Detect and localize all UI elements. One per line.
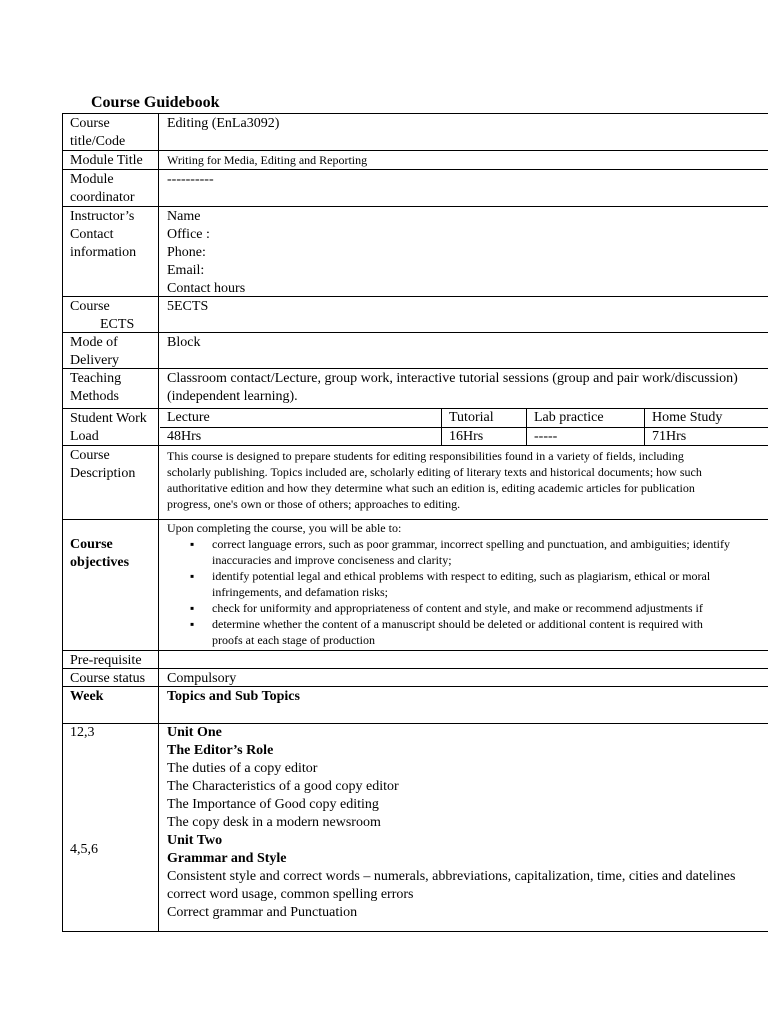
week-range-1: 12,3 xyxy=(70,725,95,740)
instructor-label: Instructor’s Contact information xyxy=(63,207,159,296)
objective-text: proofs at each stage of production xyxy=(212,633,375,647)
instructor-email: Email: xyxy=(167,263,205,278)
teaching-line1: Classroom contact/Lecture, group work, interactive tutorial sessions (group and pair work/discussion) xyxy=(167,371,738,386)
row-instructor xyxy=(63,207,768,297)
workload-header-lab: Lab practice xyxy=(527,409,645,427)
description-line: scholarly publishing. Topics included are, scholarly editing of literary texts and historical documents; how such xyxy=(167,465,702,479)
topic-item: The Importance of Good copy editing xyxy=(167,797,379,812)
row-prerequisite xyxy=(63,651,768,669)
row-workload xyxy=(63,409,768,446)
topic-item: correct word usage, common spelling errors xyxy=(167,887,414,902)
workload-values xyxy=(160,428,768,445)
row-module-coordinator xyxy=(63,170,768,207)
workload-value-tutorial: 16Hrs xyxy=(442,428,527,445)
topic-item: The Characteristics of a good copy editor xyxy=(167,779,399,794)
weeks-column xyxy=(63,724,159,931)
row-teaching xyxy=(63,369,768,409)
objectives-list xyxy=(167,536,768,648)
topic-item: Consistent style and correct words – numerals, abbreviations, capitalization, time, cities and datelines xyxy=(167,869,736,884)
objectives-intro: Upon completing the course, you will be able to: xyxy=(167,521,402,535)
ects-label xyxy=(63,297,159,332)
unit-two-title: Unit Two xyxy=(167,833,223,848)
prerequisite-label: Pre-requisite xyxy=(63,651,159,668)
objective-text: ▪ check for uniformity and appropriateness of content and style, and make or recommend adjustments if xyxy=(212,601,703,615)
workload-value-lab: ----- xyxy=(527,428,645,445)
objective-text: inaccuracies and improve conciseness and clarity; xyxy=(212,553,452,567)
module-title-value: Writing for Media, Editing and Reporting xyxy=(167,153,368,167)
workload-headers xyxy=(160,409,768,427)
row-objectives xyxy=(63,520,768,651)
ects-label-line2: ECTS xyxy=(100,317,135,332)
objective-text: ▪ correct language errors, such as poor grammar, incorrect spelling and punctuation, and ambiguities; identify xyxy=(212,537,731,551)
topic-item: The copy desk in a modern newsroom xyxy=(167,815,381,830)
row-schedule-header xyxy=(63,687,768,724)
topics-column xyxy=(160,724,768,931)
ects-label-line1: Course xyxy=(70,299,110,314)
status-value: Compulsory xyxy=(167,671,237,686)
workload-value-lecture: 48Hrs xyxy=(160,428,442,445)
workload-value-home-study: 71Hrs xyxy=(652,429,687,444)
workload-label: Student Work Load xyxy=(63,409,159,445)
description-label: Course Description xyxy=(63,446,159,519)
week-header: Week xyxy=(63,687,159,723)
instructor-phone: Phone: xyxy=(167,245,206,260)
ects-value: 5ECTS xyxy=(167,299,209,314)
row-module-title xyxy=(63,151,768,170)
workload-header-lecture: Lecture xyxy=(160,409,442,427)
objective-text: infringements, and defamation risks; xyxy=(212,585,388,599)
course-title-value: Editing (EnLa3092) xyxy=(167,116,280,131)
week-range-2: 4,5,6 xyxy=(70,842,98,857)
instructor-value xyxy=(160,207,768,296)
workload-header-home-study: Home Study xyxy=(652,410,723,425)
objective-item xyxy=(212,536,768,568)
row-description xyxy=(63,446,768,520)
page-title: Course Guidebook xyxy=(91,94,220,111)
row-weeks xyxy=(63,724,768,932)
module-coordinator-value: ---------- xyxy=(167,172,214,187)
row-status xyxy=(63,669,768,687)
status-label: Course status xyxy=(63,669,159,686)
objective-text: ▪ identify potential legal and ethical problems with respect to editing, such as plagiarism, ethical or moral xyxy=(212,569,711,583)
unit-one-title: Unit One xyxy=(167,725,222,740)
objective-item xyxy=(212,616,768,648)
instructor-contact-hours: Contact hours xyxy=(167,281,246,296)
unit-two-subtitle: Grammar and Style xyxy=(167,851,287,866)
description-value xyxy=(160,446,768,519)
workload-header-tutorial: Tutorial xyxy=(442,409,527,427)
description-line: progress, one's own or those of others; approaches to editing. xyxy=(167,497,461,511)
course-guidebook-table xyxy=(62,113,768,932)
instructor-name: Name xyxy=(167,209,201,224)
row-ects xyxy=(63,297,768,333)
course-title-label: Course title/Code xyxy=(63,114,159,150)
topics-header: Topics and Sub Topics xyxy=(167,689,300,704)
description-line: authoritative edition and how they determine what such an edition is, editing academic articles for publication xyxy=(167,481,695,495)
topic-item: The duties of a copy editor xyxy=(167,761,318,776)
unit-one-subtitle: The Editor’s Role xyxy=(167,743,274,758)
topic-item: Correct grammar and Punctuation xyxy=(167,905,358,920)
teaching-value xyxy=(160,369,768,408)
prerequisite-value xyxy=(160,651,768,668)
instructor-office: Office : xyxy=(167,227,210,242)
objective-item xyxy=(212,568,768,600)
module-title-label: Module Title xyxy=(63,151,159,169)
teaching-line2: (independent learning). xyxy=(167,389,298,404)
module-coordinator-label: Module coordinator xyxy=(63,170,159,206)
description-line: This course is designed to prepare students for editing responsibilities found in a variety of fields, including xyxy=(167,449,684,463)
objectives-value xyxy=(160,520,768,650)
delivery-label: Mode of Delivery xyxy=(63,333,159,368)
teaching-label: Teaching Methods xyxy=(63,369,159,408)
objective-text: ▪ determine whether the content of a manuscript should be deleted or additional content is required with xyxy=(212,617,703,631)
objectives-label: Course objectives xyxy=(63,520,159,650)
delivery-value: Block xyxy=(167,335,201,350)
row-course-title xyxy=(63,114,768,151)
row-delivery xyxy=(63,333,768,369)
objective-item xyxy=(212,600,768,616)
